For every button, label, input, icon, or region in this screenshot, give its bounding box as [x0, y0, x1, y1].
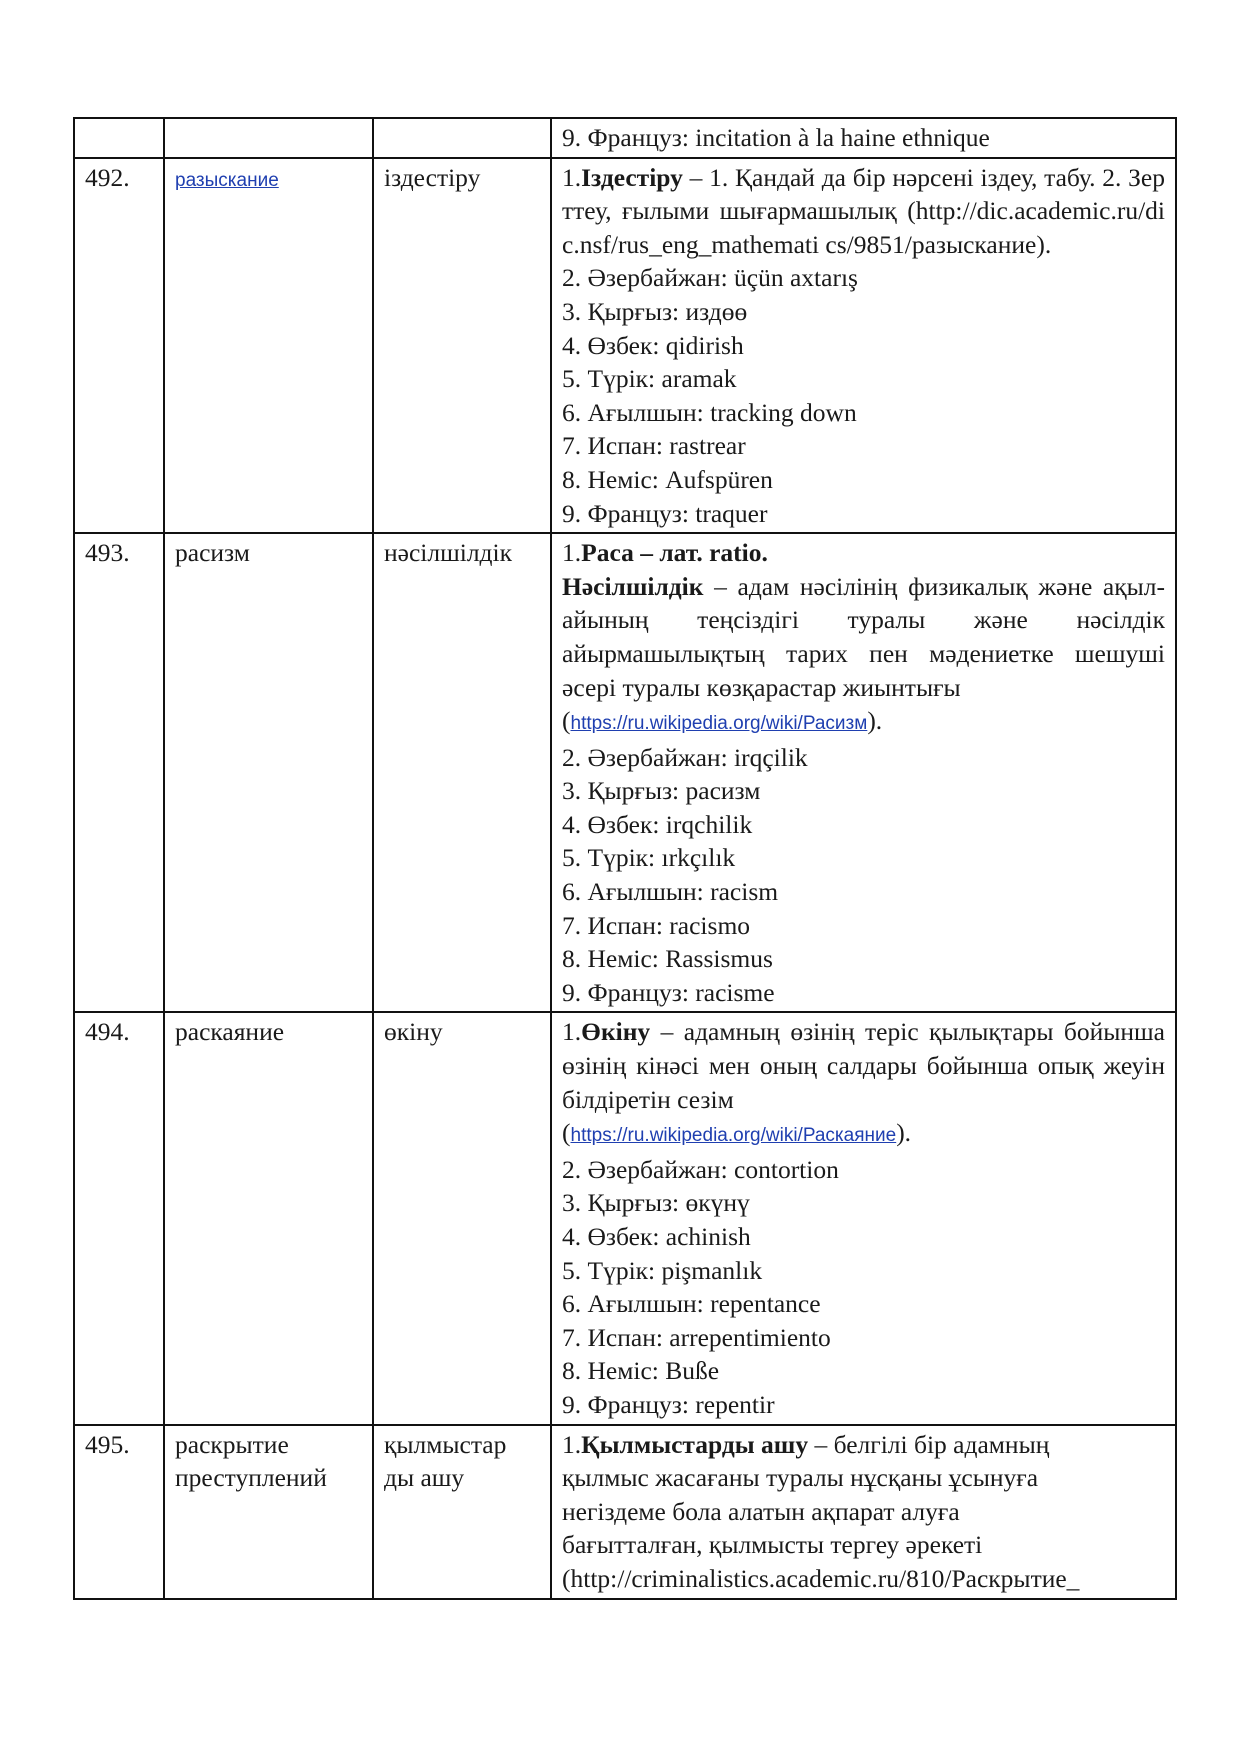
source-link[interactable]: https://ru.wikipedia.org/wiki/Расизм [570, 713, 868, 735]
definition-text-line: қылмыс жасағаны туралы нұсқаны ұсынуға [562, 1463, 1039, 1493]
table-row [74, 533, 1176, 1012]
definition-term: Өкіну [581, 1017, 651, 1047]
translation-item: 7. Испан: rastrear [562, 431, 746, 461]
table-row [74, 1012, 1176, 1424]
definition-source: (https://ru.wikipedia.org/wiki/Раскаяние). [562, 1118, 912, 1148]
kazakh-term: қылмыстар ды ашу [373, 1425, 551, 1599]
kazakh-term: іздестіру [373, 158, 551, 534]
entry-number: 492. [74, 158, 164, 534]
definition-text: Нәсілшілдік – адам нәсілінің физикалық және ақыл-айының теңсіздігі туралы және нәсілдік айырмашылықтың тарих пен мәдениетке шешуші әсері туралы көзқарастар жиынтығы [562, 571, 1165, 702]
translation-item: 6. Ағылшын: racism [562, 877, 779, 907]
definition-text: 1.Іздестіру – 1. Қандай да бір нәрсені іздеу, табу. 2. Зерттеу, ғылыми шығармашылық (http://dic.academic.ru/dic.nsf/rus_eng_mathemati cs/9851/разыскание). [562, 162, 1165, 259]
translation-item: 3. Қырғыз: расизм [562, 776, 761, 806]
definition-text-line: негіздеме бола алатын ақпарат алуға [562, 1496, 960, 1526]
entry-number: 493. [74, 533, 164, 1012]
entry-number: 494. [74, 1012, 164, 1424]
kazakh-term: өкіну [373, 1012, 551, 1424]
kazakh-term: нәсілшілдік [373, 533, 551, 1012]
definition-text: 1.Қылмыстарды ашу – белгілі бір адамның [562, 1429, 1050, 1459]
definition-text-line: (http://criminalistics.academic.ru/810/Раскрытие_ [562, 1563, 1080, 1593]
translation-item: 7. Испан: racismo [562, 910, 751, 940]
translation-item: 9. Француз: racisme [562, 977, 775, 1007]
definition-cell [551, 1425, 1176, 1599]
translation-item: 8. Неміс: Rassismus [562, 944, 773, 974]
definition-source: (https://ru.wikipedia.org/wiki/Расизм). [562, 706, 883, 736]
definition-text: 1.Өкіну – адамның өзінің теріс қылықтары бойынша өзінің кінәсі мен оның салдары бойынша опық жеуін білдіретін сезім [562, 1017, 1165, 1114]
russian-term-link[interactable]: разыскание [175, 169, 279, 191]
translation-item: 4. Өзбек: achinish [562, 1222, 751, 1251]
translation-item: 2. Әзербайжан: irqçilik [562, 742, 808, 772]
table-row [74, 158, 1176, 534]
definition-term: Қылмыстарды ашу [581, 1429, 809, 1459]
table-row [74, 1425, 1176, 1599]
translation-item: 4. Өзбек: irqchilik [562, 809, 753, 839]
translation-item: 2. Әзербайжан: üçün axtarış [562, 263, 858, 293]
translation-item: 3. Қырғыз: өкүнү [562, 1188, 750, 1218]
translation-item: 5. Түрік: aramak [562, 364, 737, 394]
translation-item: 8. Неміс: Aufspüren [562, 464, 773, 494]
definition-cell [551, 158, 1176, 534]
translation-item: 2. Әзербайжан: contortion [562, 1154, 839, 1184]
translation-item: 3. Қырғыз: издөө [562, 296, 748, 326]
definition-title: 1.Раса – лат. ratio. [562, 538, 768, 568]
entry-number: 495. [74, 1425, 164, 1599]
russian-term [164, 118, 373, 158]
kazakh-term [373, 118, 551, 158]
russian-term: раскрытие преступлений [164, 1425, 373, 1599]
definition-term: Нәсілшілдік [562, 571, 704, 601]
russian-term [164, 158, 373, 534]
russian-term: расизм [164, 533, 373, 1012]
translation-item: 8. Неміс: Buße [562, 1356, 720, 1386]
russian-term: раскаяние [164, 1012, 373, 1424]
definition-cell [551, 1012, 1176, 1424]
translation-item: 9. Француз: traquer [562, 498, 768, 528]
definition-term: Іздестіру [581, 162, 683, 192]
source-link[interactable]: https://ru.wikipedia.org/wiki/Раскаяние [570, 1125, 897, 1147]
definition-cell [551, 118, 1176, 158]
translation-item: 4. Өзбек: qidirish [562, 330, 744, 360]
translation-item: 5. Түрік: ırkçılık [562, 843, 736, 873]
definition-text-line: бағытталған, қылмысты тергеу әрекеті [562, 1530, 983, 1560]
translation-item: 6. Ағылшын: repentance [562, 1289, 821, 1319]
entry-number [74, 118, 164, 158]
translation-item: 7. Испан: arrepentimiento [562, 1322, 831, 1352]
definition-cell [551, 533, 1176, 1012]
dictionary-table [73, 117, 1177, 1600]
translation-french: 9. Француз: incitation à la haine ethnique [562, 123, 990, 152]
translation-item: 9. Француз: repentir [562, 1389, 775, 1419]
translation-item: 6. Ағылшын: tracking down [562, 397, 857, 427]
translation-item: 5. Түрік: pişmanlık [562, 1255, 763, 1285]
table-row [74, 118, 1176, 158]
